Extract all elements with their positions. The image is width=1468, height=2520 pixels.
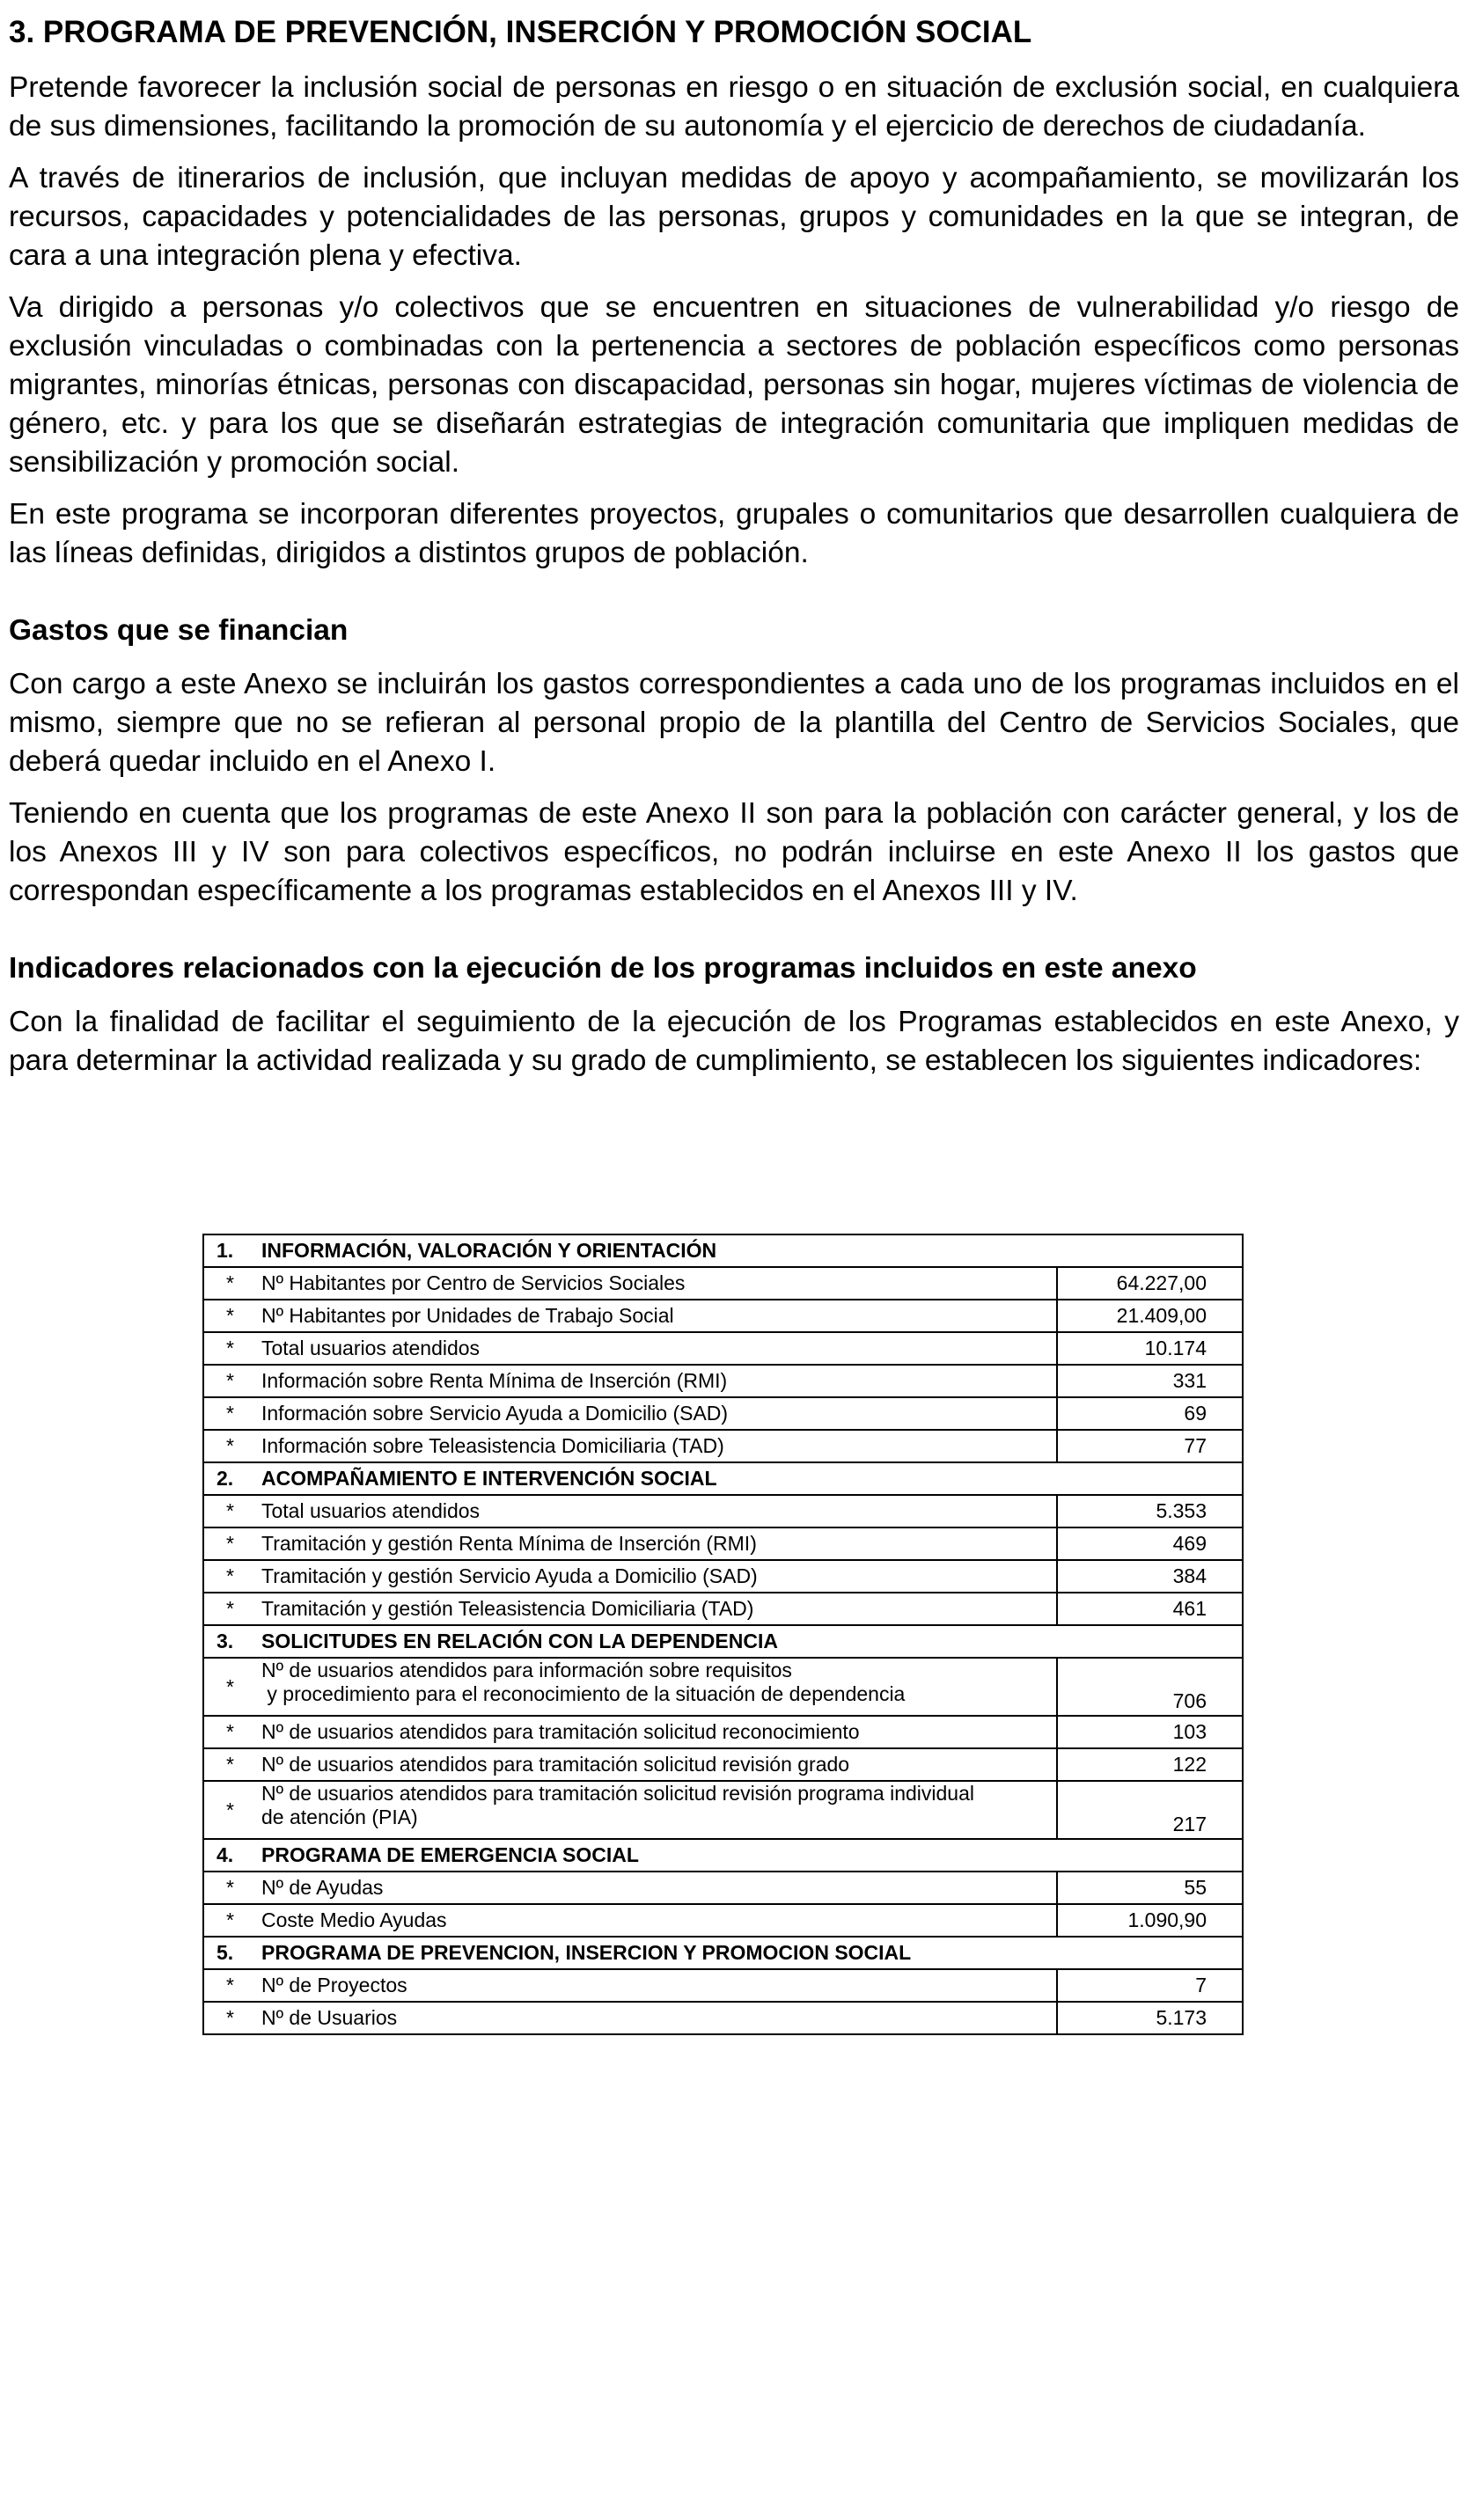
row-value: 706 bbox=[1057, 1658, 1243, 1716]
row-value: 5.353 bbox=[1057, 1495, 1243, 1527]
bullet-star: * bbox=[203, 1969, 256, 2002]
row-value: 77 bbox=[1057, 1430, 1243, 1462]
section-header-row bbox=[203, 1839, 1243, 1872]
row-label: Nº Habitantes por Centro de Servicios Sociales bbox=[256, 1267, 1057, 1300]
section-header-row bbox=[203, 1937, 1243, 1969]
row-label: Información sobre Servicio Ayuda a Domicilio (SAD) bbox=[256, 1397, 1057, 1430]
row-label: Total usuarios atendidos bbox=[256, 1495, 1057, 1527]
row-value: 384 bbox=[1057, 1560, 1243, 1593]
bullet-star: * bbox=[203, 1267, 256, 1300]
row-value: 5.173 bbox=[1057, 2002, 1243, 2034]
table-row bbox=[203, 1781, 1243, 1839]
row-value: 21.409,00 bbox=[1057, 1300, 1243, 1332]
section-number: 4. bbox=[203, 1839, 256, 1872]
row-value: 55 bbox=[1057, 1872, 1243, 1904]
table-row bbox=[203, 1365, 1243, 1397]
section-heading: 3. PROGRAMA DE PREVENCIÓN, INSERCIÓN Y PROMOCIÓN SOCIAL bbox=[9, 15, 1032, 49]
row-value: 103 bbox=[1057, 1716, 1243, 1748]
bullet-star: * bbox=[203, 1872, 256, 1904]
row-label: Nº de usuarios atendidos para tramitación solicitud revisión grado bbox=[256, 1748, 1057, 1781]
row-label: Nº de Proyectos bbox=[256, 1969, 1057, 2002]
section-title: PROGRAMA DE EMERGENCIA SOCIAL bbox=[256, 1839, 1243, 1872]
row-value: 331 bbox=[1057, 1365, 1243, 1397]
row-value: 7 bbox=[1057, 1969, 1243, 2002]
bullet-star: * bbox=[203, 1560, 256, 1593]
row-value: 461 bbox=[1057, 1593, 1243, 1625]
section-number: 5. bbox=[203, 1937, 256, 1969]
table-row bbox=[203, 1332, 1243, 1365]
table-row bbox=[203, 1716, 1243, 1748]
bullet-star: * bbox=[203, 1593, 256, 1625]
table-row bbox=[203, 1300, 1243, 1332]
table-row bbox=[203, 1904, 1243, 1937]
intro-paragraph-1: Pretende favorecer la inclusión social de personas en riesgo o en situación de exclusión social, en cualquiera de sus dimensiones, facilitando la promoción de su autonomía y el ejercicio de derechos de ciudadanía. bbox=[9, 71, 1459, 143]
bullet-star: * bbox=[203, 1658, 256, 1716]
gastos-heading: Gastos que se financian bbox=[9, 614, 349, 647]
gastos-paragraph-2: Teniendo en cuenta que los programas de este Anexo II son para la población con carácter general, y los de los Anexos III y IV son para colectivos específicos, no podrán incluirse en este Anexo II los gastos que correspondan específicamente a los programas establecidos en el Anexos III y IV. bbox=[9, 797, 1459, 907]
table-row bbox=[203, 1560, 1243, 1593]
table-row bbox=[203, 1495, 1243, 1527]
table-row bbox=[203, 1872, 1243, 1904]
row-label: Tramitación y gestión Servicio Ayuda a Domicilio (SAD) bbox=[256, 1560, 1057, 1593]
table-row bbox=[203, 1969, 1243, 2002]
row-label: Tramitación y gestión Renta Mínima de Inserción (RMI) bbox=[256, 1527, 1057, 1560]
bullet-star: * bbox=[203, 1748, 256, 1781]
intro-paragraph-4: En este programa se incorporan diferentes proyectos, grupales o comunitarios que desarrollen cualquiera de las líneas definidas, dirigidos a distintos grupos de población. bbox=[9, 498, 1459, 569]
section-title: SOLICITUDES EN RELACIÓN CON LA DEPENDENCIA bbox=[256, 1625, 1243, 1658]
bullet-star: * bbox=[203, 1904, 256, 1937]
bullet-star: * bbox=[203, 1430, 256, 1462]
row-label: Total usuarios atendidos bbox=[256, 1332, 1057, 1365]
indicadores-paragraph: Con la finalidad de facilitar el seguimiento de la ejecución de los Programas establecidos en este Anexo, y para determinar la actividad realizada y su grado de cumplimiento, se establecen los siguientes indicadores: bbox=[9, 1006, 1459, 1077]
row-value: 469 bbox=[1057, 1527, 1243, 1560]
row-label-line-1: Nº de usuarios atendidos para información sobre requisitos bbox=[261, 1659, 792, 1681]
row-label bbox=[256, 1658, 1057, 1716]
section-header-row bbox=[203, 1234, 1243, 1267]
row-label-line-1: Nº de usuarios atendidos para tramitación solicitud revisión programa individual bbox=[261, 1782, 974, 1805]
row-label: Nº de Usuarios bbox=[256, 2002, 1057, 2034]
table-row bbox=[203, 2002, 1243, 2034]
section-number: 3. bbox=[203, 1625, 256, 1658]
row-label: Nº de Ayudas bbox=[256, 1872, 1057, 1904]
table-row bbox=[203, 1397, 1243, 1430]
row-label bbox=[256, 1781, 1057, 1839]
row-value: 122 bbox=[1057, 1748, 1243, 1781]
row-value: 64.227,00 bbox=[1057, 1267, 1243, 1300]
section-title: ACOMPAÑAMIENTO E INTERVENCIÓN SOCIAL bbox=[256, 1462, 1243, 1495]
row-value: 69 bbox=[1057, 1397, 1243, 1430]
table-row bbox=[203, 1527, 1243, 1560]
bullet-star: * bbox=[203, 1716, 256, 1748]
bullet-star: * bbox=[203, 1332, 256, 1365]
section-header-row bbox=[203, 1462, 1243, 1495]
indicators-table bbox=[202, 1234, 1244, 2035]
bullet-star: * bbox=[203, 1397, 256, 1430]
row-label: Tramitación y gestión Teleasistencia Domiciliaria (TAD) bbox=[256, 1593, 1057, 1625]
bullet-star: * bbox=[203, 1495, 256, 1527]
document-page bbox=[9, 0, 1459, 1094]
row-label: Coste Medio Ayudas bbox=[256, 1904, 1057, 1937]
section-title: PROGRAMA DE PREVENCION, INSERCION Y PROMOCION SOCIAL bbox=[256, 1937, 1243, 1969]
row-label-line-2: de atención (PIA) bbox=[261, 1806, 418, 1828]
row-value: 1.090,90 bbox=[1057, 1904, 1243, 1937]
table-row bbox=[203, 1267, 1243, 1300]
bullet-star: * bbox=[203, 1365, 256, 1397]
intro-paragraph-2: A través de itinerarios de inclusión, que incluyan medidas de apoyo y acompañamiento, se movilizarán los recursos, capacidades y potencialidades de las personas, grupos y comunidades en la que se integran, de cara a una integración plena y efectiva. bbox=[9, 162, 1459, 272]
row-label-line-2: y procedimiento para el reconocimiento de la situación de dependencia bbox=[261, 1682, 906, 1705]
section-number: 1. bbox=[203, 1234, 256, 1267]
indicadores-heading: Indicadores relacionados con la ejecución de los programas incluidos en este anexo bbox=[9, 952, 1197, 985]
row-label: Nº Habitantes por Unidades de Trabajo Social bbox=[256, 1300, 1057, 1332]
section-header-row bbox=[203, 1625, 1243, 1658]
row-value: 10.174 bbox=[1057, 1332, 1243, 1365]
table-row bbox=[203, 1658, 1243, 1716]
section-number: 2. bbox=[203, 1462, 256, 1495]
row-label: Información sobre Renta Mínima de Inserción (RMI) bbox=[256, 1365, 1057, 1397]
section-title: INFORMACIÓN, VALORACIÓN Y ORIENTACIÓN bbox=[256, 1234, 1243, 1267]
bullet-star: * bbox=[203, 1300, 256, 1332]
intro-paragraph-3: Va dirigido a personas y/o colectivos que se encuentren en situaciones de vulnerabilidad y/o riesgo de exclusión vinculadas o combinadas con la pertenencia a sectores de población específicos como personas migrantes, minorías étnicas, personas con discapacidad, personas sin hogar, mujeres víctimas de violencia de género, etc. y para los que se diseñarán estrategias de integración comunitaria que impliquen medidas de sensibilización y promoción social. bbox=[9, 291, 1459, 479]
bullet-star: * bbox=[203, 2002, 256, 2034]
gastos-paragraph-1: Con cargo a este Anexo se incluirán los gastos correspondientes a cada uno de los programas incluidos en el mismo, siempre que no se refieran al personal propio de la plantilla del Centro de Servicios Sociales, que deberá quedar incluido en el Anexo I. bbox=[9, 668, 1459, 778]
table-row bbox=[203, 1593, 1243, 1625]
row-value: 217 bbox=[1057, 1781, 1243, 1839]
table-row bbox=[203, 1748, 1243, 1781]
table-row bbox=[203, 1430, 1243, 1462]
row-label: Información sobre Teleasistencia Domiciliaria (TAD) bbox=[256, 1430, 1057, 1462]
bullet-star: * bbox=[203, 1527, 256, 1560]
row-label: Nº de usuarios atendidos para tramitación solicitud reconocimiento bbox=[256, 1716, 1057, 1748]
bullet-star: * bbox=[203, 1781, 256, 1839]
